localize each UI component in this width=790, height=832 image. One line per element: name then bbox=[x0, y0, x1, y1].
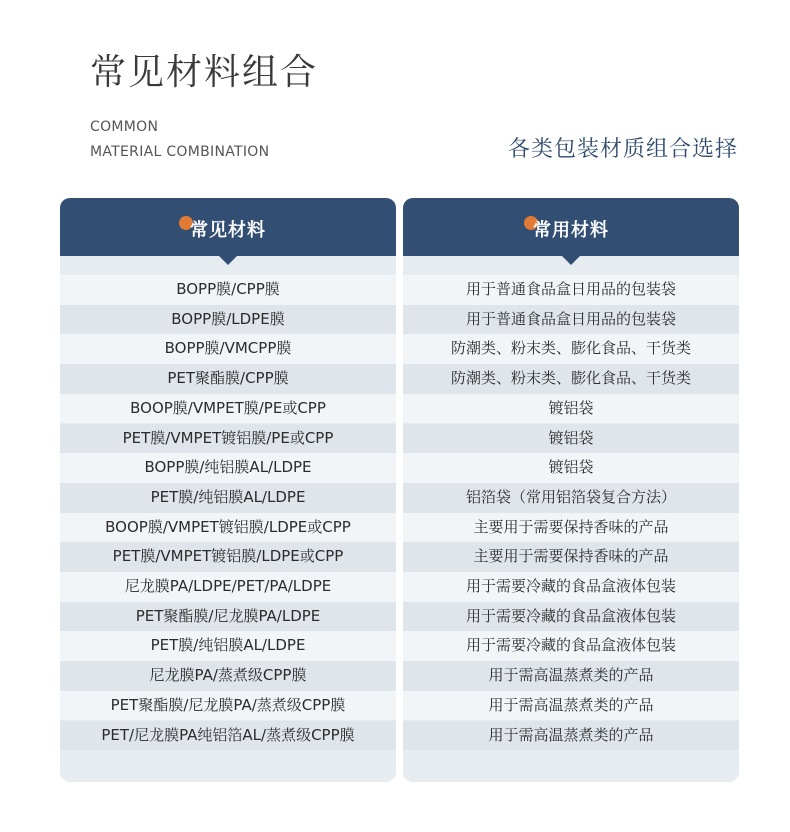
usage-cell: 用于普通食品盒日用品的包装袋 bbox=[403, 305, 739, 335]
english-title-line-2: MATERIAL COMBINATION bbox=[90, 144, 270, 160]
usage-column-title: 常用材料 bbox=[533, 220, 609, 241]
usage-cell: 镀铝袋 bbox=[403, 394, 739, 424]
material-cell: 尼龙膜PA/LDPE/PET/PA/LDPE bbox=[60, 572, 396, 602]
usage-cell: 用于普通食品盒日用品的包装袋 bbox=[403, 275, 739, 305]
usage-cell: 防潮类、粉末类、膨化食品、干货类 bbox=[403, 364, 739, 394]
usage-cell: 主要用于需要保持香味的产品 bbox=[403, 542, 739, 572]
usage-cell: 镀铝袋 bbox=[403, 424, 739, 454]
material-cell: PET膜/VMPET镀铝膜/LDPE或CPP bbox=[60, 542, 396, 572]
material-cell: BOPP膜/LDPE膜 bbox=[60, 305, 396, 335]
materials-column-title: 常见材料 bbox=[190, 220, 266, 241]
materials-column-header bbox=[60, 198, 396, 256]
usage-column-header bbox=[403, 198, 739, 256]
material-cell: BOPP膜/CPP膜 bbox=[60, 275, 396, 305]
usage-cell: 防潮类、粉末类、膨化食品、干货类 bbox=[403, 334, 739, 364]
usage-cell: 主要用于需要保持香味的产品 bbox=[403, 513, 739, 543]
section-subtitle: 各类包装材质组合选择 bbox=[507, 137, 738, 162]
material-cell: BOPP膜/纯铝膜AL/LDPE bbox=[60, 453, 396, 483]
page-title: 常见材料组合 bbox=[90, 52, 319, 93]
material-cell: PET膜/纯铝膜AL/LDPE bbox=[60, 483, 396, 513]
material-cell: BOOP膜/VMPET镀铝膜/LDPE或CPP bbox=[60, 513, 396, 543]
usage-cell: 用于需要冷藏的食品盒液体包装 bbox=[403, 602, 739, 632]
usage-cell: 用于需高温蒸煮类的产品 bbox=[403, 661, 739, 691]
material-cell: PET膜/VMPET镀铝膜/PE或CPP bbox=[60, 424, 396, 454]
materials-column bbox=[60, 198, 396, 782]
material-cell: PET聚酯膜/尼龙膜PA/蒸煮级CPP膜 bbox=[60, 691, 396, 721]
usage-cell: 铝箔袋（常用铝箔袋复合方法） bbox=[403, 483, 739, 513]
material-cell: BOPP膜/VMCPP膜 bbox=[60, 334, 396, 364]
usage-cell: 用于需要冷藏的食品盒液体包装 bbox=[403, 572, 739, 602]
material-cell: BOOP膜/VMPET膜/PE或CPP bbox=[60, 394, 396, 424]
usage-cell: 用于需要冷藏的食品盒液体包装 bbox=[403, 631, 739, 661]
material-cell: PET膜/纯铝膜AL/LDPE bbox=[60, 631, 396, 661]
material-cell: PET聚酯膜/尼龙膜PA/LDPE bbox=[60, 602, 396, 632]
usage-cell: 用于需高温蒸煮类的产品 bbox=[403, 721, 739, 751]
material-cell: PET/尼龙膜PA纯铝箔AL/蒸煮级CPP膜 bbox=[60, 721, 396, 751]
usage-cell: 镀铝袋 bbox=[403, 453, 739, 483]
usage-cell: 用于需高温蒸煮类的产品 bbox=[403, 691, 739, 721]
material-cell: 尼龙膜PA/蒸煮级CPP膜 bbox=[60, 661, 396, 691]
english-title-line-1: COMMON bbox=[90, 119, 159, 135]
usage-column bbox=[403, 198, 739, 782]
material-cell: PET聚酯膜/CPP膜 bbox=[60, 364, 396, 394]
